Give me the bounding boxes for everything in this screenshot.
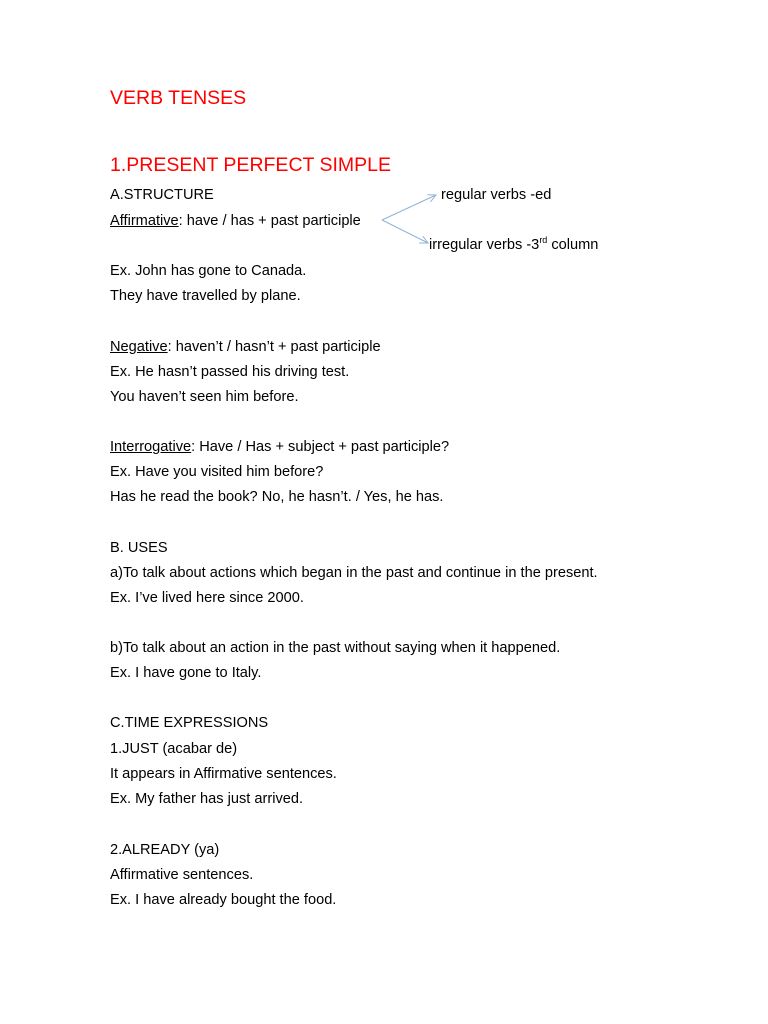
affirmative-example-2: They have travelled by plane. <box>110 288 301 304</box>
section-title: 1.PRESENT PERFECT SIMPLE <box>110 154 392 176</box>
just-description: It appears in Affirmative sentences. <box>110 766 337 782</box>
interrogative-formula: : Have / Has + subject + past participle? <box>191 439 450 455</box>
use-a-example: Ex. I’ve lived here since 2000. <box>110 590 304 606</box>
arrow-to-regular <box>382 195 436 220</box>
use-b-example: Ex. I have gone to Italy. <box>110 665 262 681</box>
interrogative-label: Interrogative <box>110 439 192 455</box>
negative-rule <box>110 338 381 356</box>
time-expressions-heading: C.TIME EXPRESSIONS <box>110 715 269 731</box>
interrogative-example-1: Ex. Have you visited him before? <box>110 464 324 480</box>
interrogative-example-2: Has he read the book? No, he hasn’t. / Yes, he has. <box>110 489 444 505</box>
negative-example-2: You haven’t seen him before. <box>110 389 299 405</box>
uses-heading: B. USES <box>110 540 168 556</box>
structure-heading: A.STRUCTURE <box>110 187 214 203</box>
affirmative-formula: : have / has + past participle <box>178 213 361 229</box>
affirmative-example-1: Ex. John has gone to Canada. <box>110 263 307 279</box>
already-description: Affirmative sentences. <box>110 867 254 883</box>
irregular-superscript: rd <box>539 235 548 246</box>
irregular-text: irregular verbs -3 <box>429 237 540 253</box>
use-b: b)To talk about an action in the past without saying when it happened. <box>110 640 561 656</box>
just-example: Ex. My father has just arrived. <box>110 791 304 807</box>
already-example: Ex. I have already bought the food. <box>110 892 337 908</box>
arrow-to-irregular <box>382 220 428 243</box>
use-a: a)To talk about actions which began in the past and continue in the present. <box>110 565 598 581</box>
negative-formula: : haven’t / hasn’t + past participle <box>167 339 381 355</box>
negative-example-1: Ex. He hasn’t passed his driving test. <box>110 364 350 380</box>
just-heading: 1.JUST (acabar de) <box>110 741 238 757</box>
irregular-column-text: column <box>547 237 599 253</box>
negative-label: Negative <box>110 339 168 355</box>
interrogative-rule <box>110 438 449 456</box>
document-title: VERB TENSES <box>110 87 247 109</box>
branch-regular-verbs: regular verbs -ed <box>441 187 552 203</box>
affirmative-label: Affirmative <box>110 213 179 229</box>
already-heading: 2.ALREADY (ya) <box>110 842 220 858</box>
